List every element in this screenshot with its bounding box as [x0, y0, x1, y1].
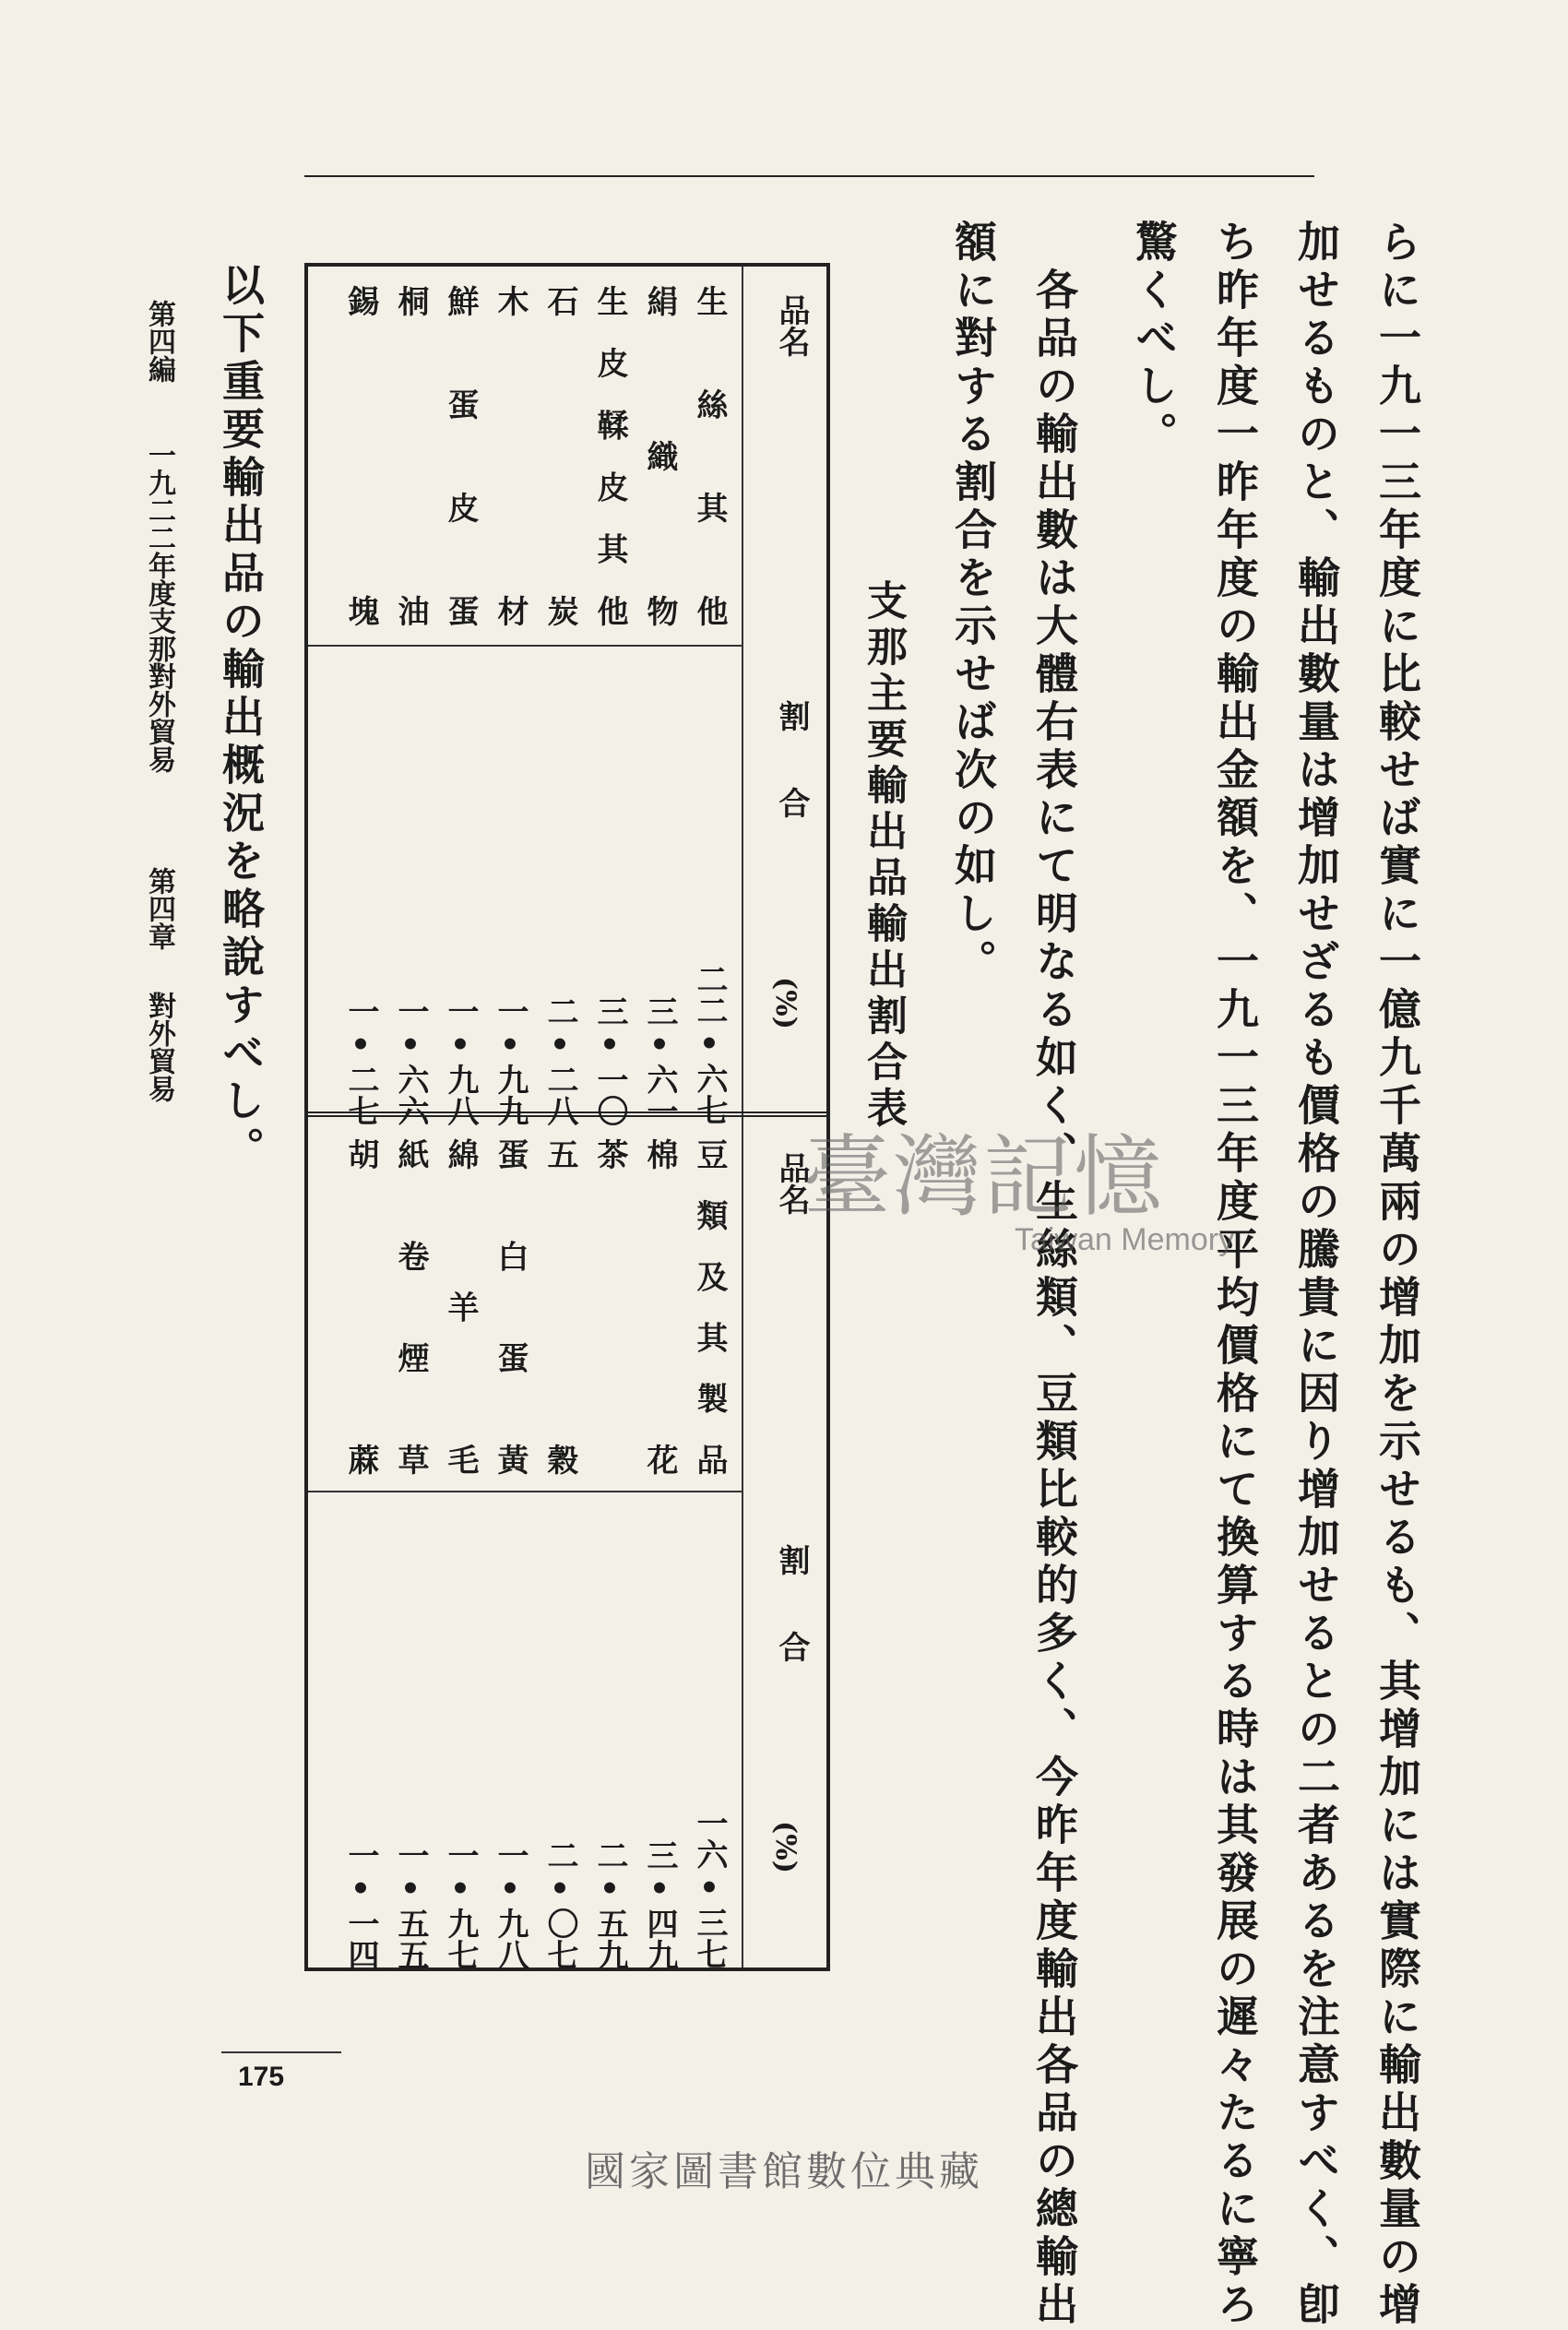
upper-name-value-rule	[308, 645, 742, 647]
upper-row-4-value: 二•二八	[541, 995, 578, 1126]
upper-row-2-name: 絹織物	[641, 285, 678, 626]
upper-row-8-name: 錫塊	[342, 285, 379, 626]
lower-row-4-name: 五穀	[541, 1138, 578, 1475]
library-footer: 國家圖書館數位典藏	[585, 2148, 983, 2195]
upper-row-6-value: 一•九八	[442, 995, 479, 1126]
watermark-subtitle: Taiwan Memory	[1015, 1222, 1235, 1257]
lower-row-1-name: 豆類及其製品	[691, 1138, 728, 1475]
upper-row-5-value: 一•九九	[492, 995, 529, 1126]
running-header-part: 第四編	[143, 300, 175, 383]
upper-row-3-value: 三•一〇	[591, 995, 628, 1126]
body-text-col-5: 各品の輸出數は大體右表にて明なる如く、生絲類、豆類比較的多く、今昨年度輸出各品の總輸出	[1029, 267, 1079, 2330]
watermark-logo: 臺灣記憶	[802, 1125, 1164, 1229]
lower-row-2-value: 三•四九	[641, 1839, 678, 1970]
upper-header-ratio: 割合	[773, 700, 810, 874]
body-text-col-1: らに一九一三年度に比較せば實に一億九千萬兩の增加を示せるも、其增加には實際に輸出數量の增	[1372, 220, 1422, 2330]
lower-row-8-name: 胡蔴	[342, 1138, 379, 1475]
running-header-chapter-title: 對外貿易	[143, 992, 175, 1102]
lower-header-unit: (%)	[769, 1821, 802, 1873]
lower-name-value-rule	[308, 1491, 742, 1492]
lower-row-2-name: 棉花	[641, 1138, 678, 1475]
header-column-rule	[742, 267, 743, 1967]
lower-row-7-name: 紙卷煙草	[392, 1138, 429, 1475]
upper-row-8-value: 一•二七	[342, 995, 379, 1126]
lower-row-7-value: 一•五五	[392, 1839, 429, 1970]
lower-header-ratio: 割合	[773, 1544, 810, 1718]
upper-row-5-name: 木材	[492, 285, 529, 626]
lower-row-3-name: 茶	[591, 1138, 628, 1170]
body-text-col-6: 額に對する割合を示せば次の如し。	[948, 220, 998, 987]
lower-row-4-value: 二•〇七	[541, 1839, 578, 1970]
table-title: 支那主要輸出品輸出割合表	[860, 579, 907, 1133]
lower-header-name: 品名	[773, 1152, 810, 1215]
upper-row-3-name: 生皮鞣皮其他	[591, 285, 628, 626]
closing-sentence: 以下重要輸出品の輸出概況を略說すべし。	[216, 263, 266, 1174]
lower-row-5-value: 一•九八	[492, 1839, 529, 1970]
upper-header-unit: (%)	[769, 977, 802, 1029]
upper-row-1-value: 二二•六七	[691, 963, 728, 1125]
upper-row-2-value: 三•六一	[641, 995, 678, 1126]
running-header-chapter: 第四章	[143, 867, 175, 950]
upper-row-1-name: 生絲其他	[691, 285, 728, 626]
lower-row-8-value: 一•一四	[342, 1839, 379, 1970]
lower-row-6-name: 綿羊毛	[442, 1138, 479, 1475]
top-rule	[304, 175, 1314, 177]
upper-row-7-value: 一•六六	[392, 995, 429, 1126]
body-text-col-4: 驚くべし。	[1129, 220, 1179, 459]
lower-row-3-value: 二•五九	[591, 1839, 628, 1970]
page-number-rule	[221, 2051, 341, 2053]
upper-row-7-name: 桐油	[392, 285, 429, 626]
upper-row-6-name: 鮮蛋皮蛋	[442, 285, 479, 626]
lower-row-6-value: 一•九七	[442, 1839, 479, 1970]
upper-row-4-name: 石炭	[541, 285, 578, 626]
body-text-col-2: 加せるものと、輸出數量は增加せざるも價格の騰貴に因り增加せるとの二者あるを注意すべく、卽	[1291, 220, 1341, 2330]
lower-row-5-name: 蛋白蛋黃	[492, 1138, 529, 1475]
lower-row-1-value: 一六•三七	[691, 1807, 728, 1969]
export-ratio-table	[304, 263, 830, 1971]
upper-header-pin: 品名	[773, 294, 810, 357]
body-text-col-3: ち昨年度一昨年度の輸出金額を、一九一三年度平均價格にて換算する時は其發展の遲々たるに寧ろ	[1210, 220, 1260, 2330]
page-number: 175	[238, 2062, 285, 2092]
running-header-book: 一九二二年度支那對外貿易	[143, 441, 175, 773]
